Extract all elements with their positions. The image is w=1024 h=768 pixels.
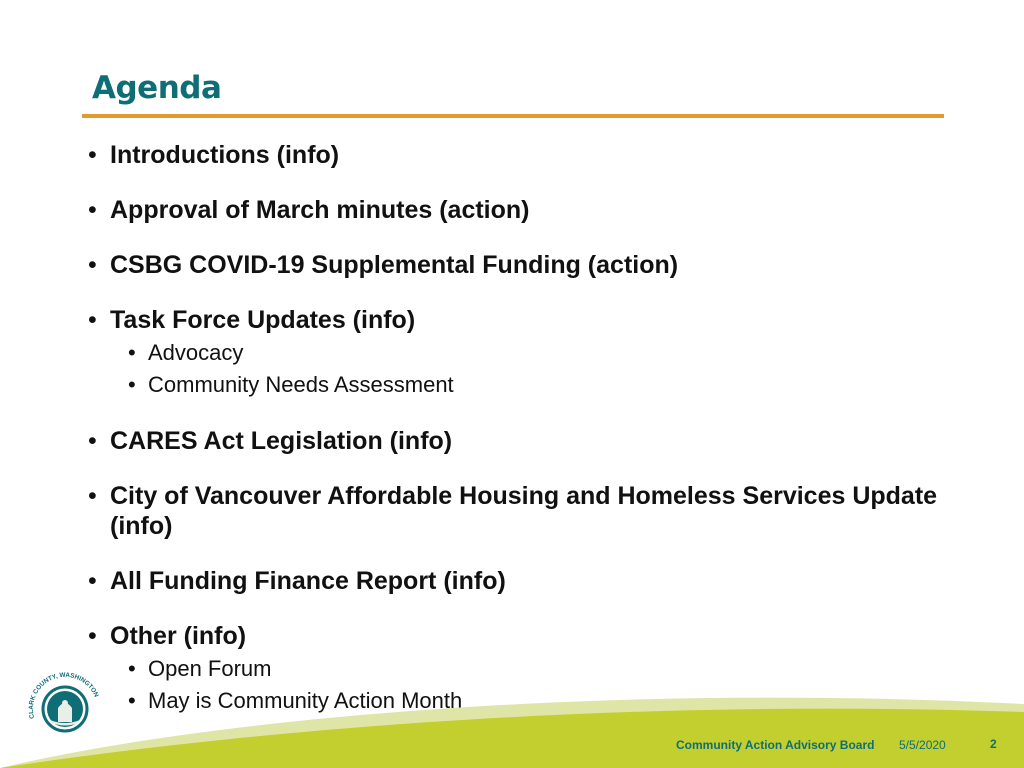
agenda-item xyxy=(88,426,938,456)
agenda-item-label: Other (info) xyxy=(110,622,247,650)
agenda-item-label: All Funding Finance Report (info) xyxy=(110,567,506,595)
agenda-item xyxy=(88,140,938,170)
agenda-item xyxy=(88,305,938,401)
agenda-subitem: • May is Community Action Month xyxy=(110,685,938,717)
agenda-item-label: CSBG COVID-19 Supplemental Funding (action) xyxy=(110,251,679,279)
clark-county-seal-logo xyxy=(22,662,108,748)
title-underline xyxy=(82,114,944,118)
agenda-item xyxy=(88,566,938,596)
agenda-sublist xyxy=(110,337,938,401)
agenda-subitem: • Community Needs Assessment xyxy=(110,369,938,401)
agenda-list xyxy=(88,140,938,742)
seal-text: CLARK COUNTY, WASHINGTON xyxy=(27,671,100,720)
slide-title: Agenda xyxy=(92,70,222,106)
agenda-item-label: Approval of March minutes (action) xyxy=(110,196,530,224)
agenda-item-label: Introductions (info) xyxy=(110,141,340,169)
agenda-item xyxy=(88,195,938,225)
agenda-item-label: CARES Act Legislation (info) xyxy=(110,427,453,455)
footer-date: 5/5/2020 xyxy=(899,738,946,752)
agenda-subitem: • Open Forum xyxy=(110,653,938,685)
footer-board-name: Community Action Advisory Board xyxy=(676,738,875,752)
agenda-subitem: • Advocacy xyxy=(110,337,938,369)
agenda-item xyxy=(88,481,938,541)
footer-wave xyxy=(0,690,1024,768)
agenda-item xyxy=(88,250,938,280)
page-number: 2 xyxy=(990,737,997,751)
agenda-item-label: City of Vancouver Affordable Housing and Homeless Services Update (info) xyxy=(110,482,938,540)
agenda-item-label: Task Force Updates (info) xyxy=(110,306,416,334)
